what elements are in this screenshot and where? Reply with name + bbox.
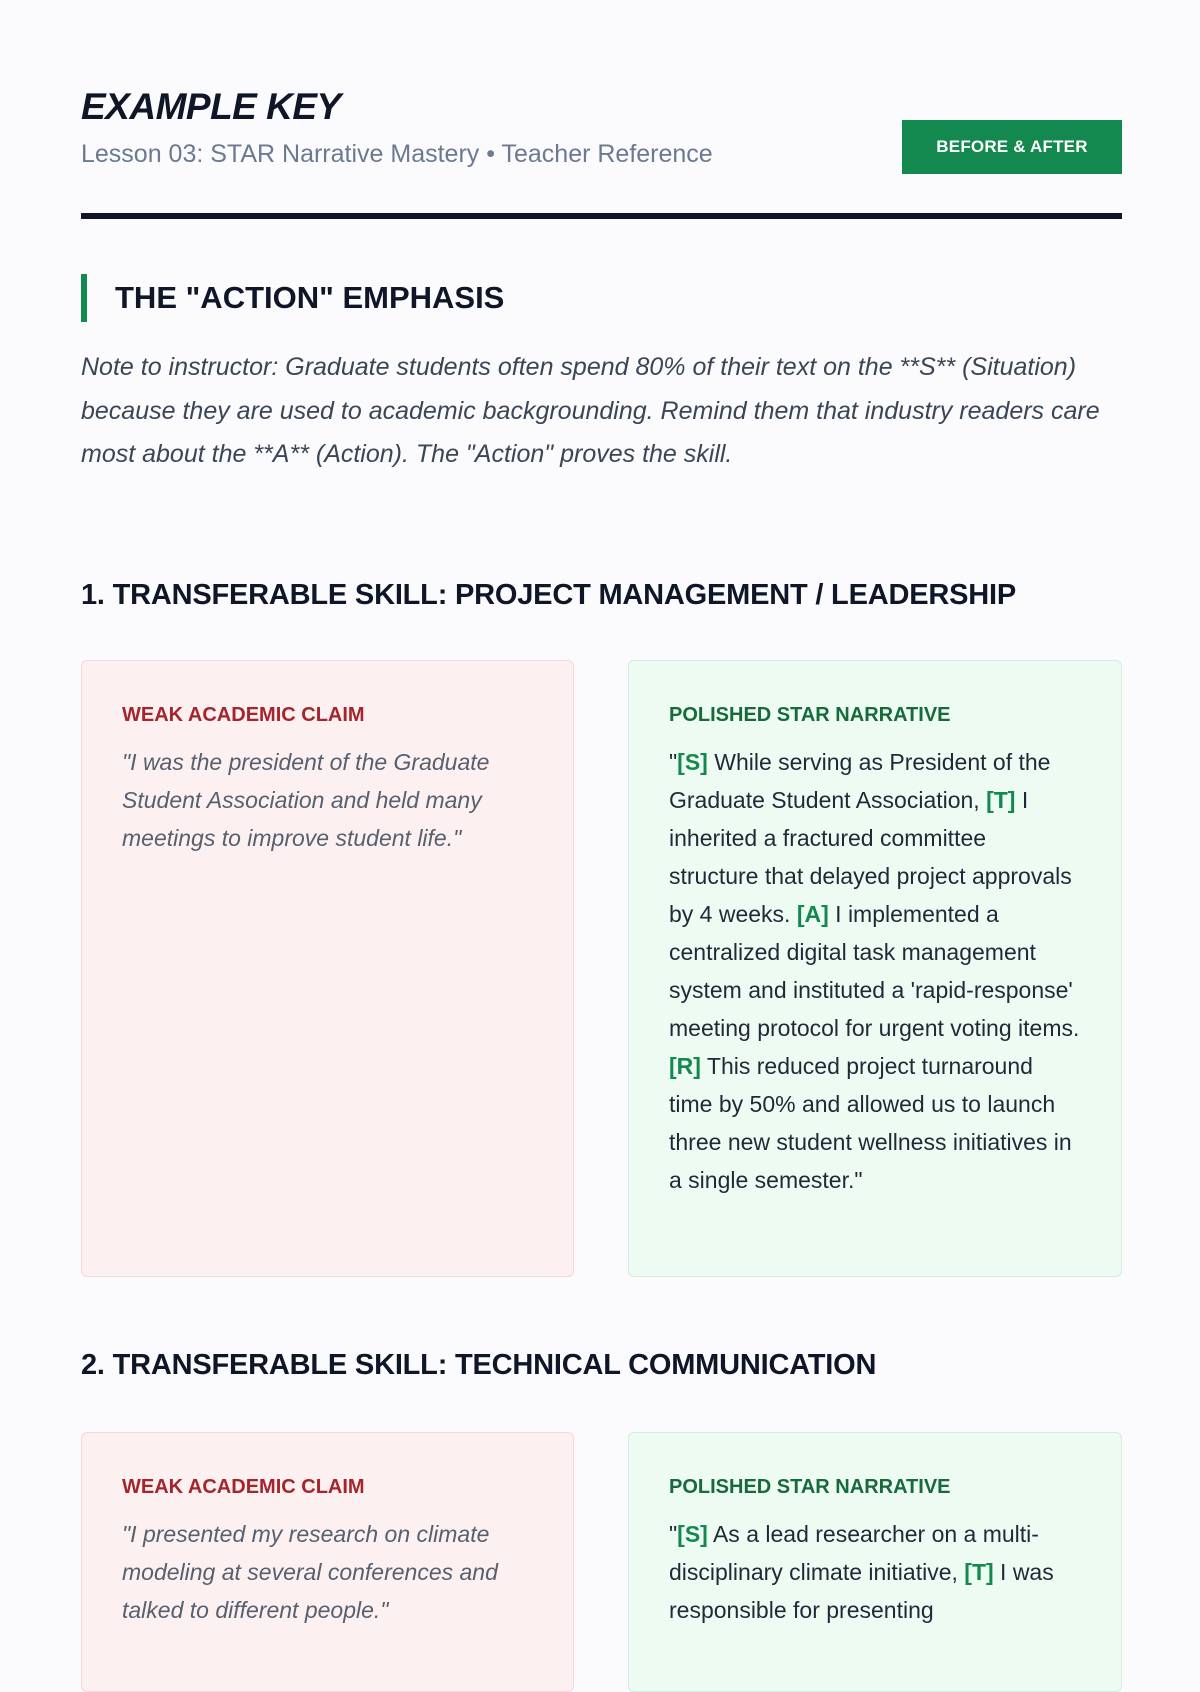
weak-claim-label: WEAK ACADEMIC CLAIM xyxy=(122,1476,365,1498)
document-header xyxy=(81,0,1122,224)
star-narrative-label: POLISHED STAR NARRATIVE xyxy=(669,1476,951,1498)
star-narrative-text xyxy=(669,1515,1081,1629)
star-tag-task: [T] xyxy=(986,787,1016,813)
instructor-note: Note to instructor: Graduate students often spend 80% of their text on the **S** (Situation) because they are used to academic backgrounding. Remind them that industry readers care most about the **A** (Action). The "Action" proves the skill. xyxy=(81,353,1100,468)
star-narrative-text xyxy=(669,743,1081,1199)
section-heading-technical-communication: 2. TRANSFERABLE SKILL: TECHNICAL COMMUNICATION xyxy=(81,1349,877,1381)
star-narrative-card xyxy=(628,660,1122,1277)
before-after-badge: BEFORE & AFTER xyxy=(902,120,1122,174)
star-task-text: I inherited a fractured committee structure that delayed project approvals by 4 weeks. xyxy=(669,787,1072,927)
star-narrative-label: POLISHED STAR NARRATIVE xyxy=(669,704,951,726)
page-subtitle: Lesson 03: STAR Narrative Mastery • Teacher Reference xyxy=(81,140,713,168)
star-tag-action: [A] xyxy=(796,901,829,927)
star-tag-task: [T] xyxy=(964,1559,994,1585)
star-situation-text: As a lead researcher on a multi-disciplinary climate initiative, xyxy=(669,1521,1039,1585)
weak-claim-text: "I was the president of the Graduate Student Association and held many meetings to improve student life." xyxy=(122,749,490,851)
star-tag-situation: [S] xyxy=(677,749,708,775)
page xyxy=(81,0,1122,1623)
weak-claim-label: WEAK ACADEMIC CLAIM xyxy=(122,704,365,726)
section-heading-project-management: 1. TRANSFERABLE SKILL: PROJECT MANAGEMENT / LEADERSHIP xyxy=(81,579,1016,611)
weak-claim-card xyxy=(81,1432,574,1692)
star-tag-situation: [S] xyxy=(677,1521,708,1547)
open-quote: " xyxy=(669,1521,678,1547)
weak-claim-card xyxy=(81,660,574,1277)
star-task-text: I was responsible for presenting xyxy=(669,1559,1054,1623)
star-tag-result: [R] xyxy=(669,1053,701,1079)
open-quote: " xyxy=(669,749,678,775)
star-action-text: I implemented a centralized digital task management system and instituted a 'rapid-response' meeting protocol for urgent voting items. xyxy=(669,901,1080,1041)
weak-claim-text: "I presented my research on climate modeling at several conferences and talked to different people." xyxy=(122,1521,498,1623)
page-title: EXAMPLE KEY xyxy=(81,86,341,127)
header-divider xyxy=(81,213,1122,219)
star-situation-text: While serving as President of the Graduate Student Association, xyxy=(669,749,1051,813)
star-result-text: This reduced project turnaround time by 50% and allowed us to launch three new student wellness initiatives in a single semester." xyxy=(669,1053,1072,1193)
star-narrative-card xyxy=(628,1432,1122,1692)
emphasis-heading: THE "ACTION" EMPHASIS xyxy=(81,274,504,322)
